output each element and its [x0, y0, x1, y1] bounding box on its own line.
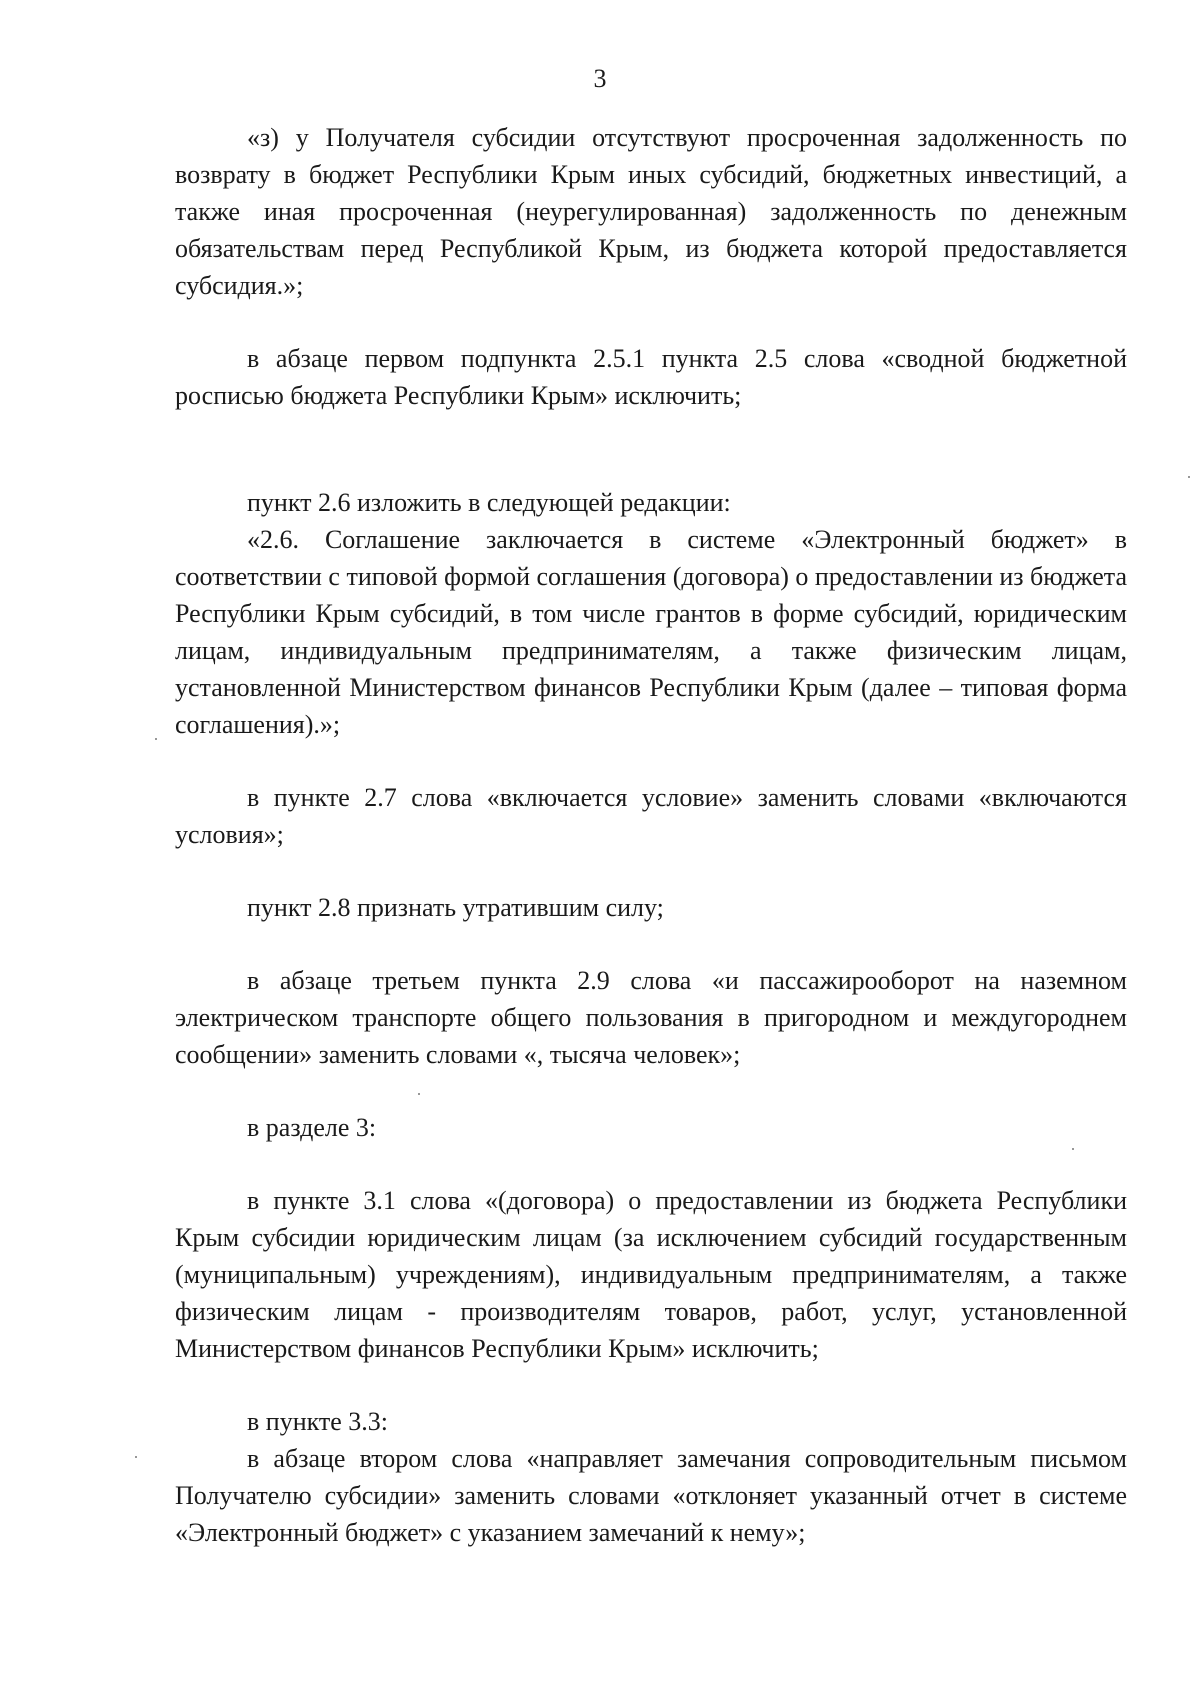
paragraph-3-3-intro: в пункте 3.3:: [247, 1407, 389, 1436]
paragraph-3-3-text: в абзаце втором слова «направляет замечания сопроводительным письмом Получателю субсидии» заменить словами «отклоняет указанный отчет в системе «Электронный бюджет» с указанием замечаний к нему»;: [175, 1444, 1127, 1547]
scan-speck: [155, 738, 157, 740]
paragraph-2-5-1: в абзаце первом подпункта 2.5.1 пункта 2.5 слова «сводной бюджетной росписью бюджета Республики Крым» исключить;: [175, 344, 1127, 410]
scan-speck: [135, 1456, 137, 1458]
scan-speck: [1072, 1148, 1074, 1150]
paragraph-2-8: пункт 2.8 признать утратившим силу;: [247, 893, 664, 922]
paragraph-2-9: в абзаце третьем пункта 2.9 слова «и пассажирооборот на наземном электрическом транспорте общего пользования в пригородном и междугороднем сообщении» заменить словами «, тысяча человек»;: [175, 966, 1127, 1069]
scan-speck: [418, 1093, 420, 1095]
paragraph-2-7: в пункте 2.7 слова «включается условие» заменить словами «включаются условия»;: [175, 783, 1127, 849]
paragraph-z-subsidy-debt: «з) у Получателя субсидии отсутствуют просроченная задолженность по возврату в бюджет Республики Крым иных субсидий, бюджетных инвестиций, а также иная просроченная (неурегулированная) задолженность по денежным обязательствам перед Республикой Крым, из бюджета которой предоставляется субсидия.»;: [175, 123, 1127, 300]
page-number: 3: [593, 64, 607, 93]
scan-speck: [1188, 476, 1190, 478]
paragraph-3-1: в пункте 3.1 слова «(договора) о предоставлении из бюджета Республики Крым субсидии юридическим лицам (за исключением субсидий государственным (муниципальным) учреждениям), индивидуальным предпринимателям, а также физическим лицам - производителям товаров, работ, услуг, установленной Министерством финансов Республики Крым» исключить;: [175, 1186, 1127, 1363]
paragraph-2-6-text: «2.6. Соглашение заключается в системе «Электронный бюджет» в соответствии с типовой формой соглашения (договора) о предоставлении из бюджета Республики Крым субсидий, в том числе грантов в форме субсидий, юридическим лицам, индивидуальным предпринимателям, а также физическим лицам, установленной Министерством финансов Республики Крым (далее – типовая форма соглашения).»;: [175, 525, 1127, 739]
paragraph-section-3: в разделе 3:: [247, 1113, 377, 1142]
document-body: [175, 119, 1127, 1551]
paragraph-2-6-intro: пункт 2.6 изложить в следующей редакции:: [247, 488, 731, 517]
